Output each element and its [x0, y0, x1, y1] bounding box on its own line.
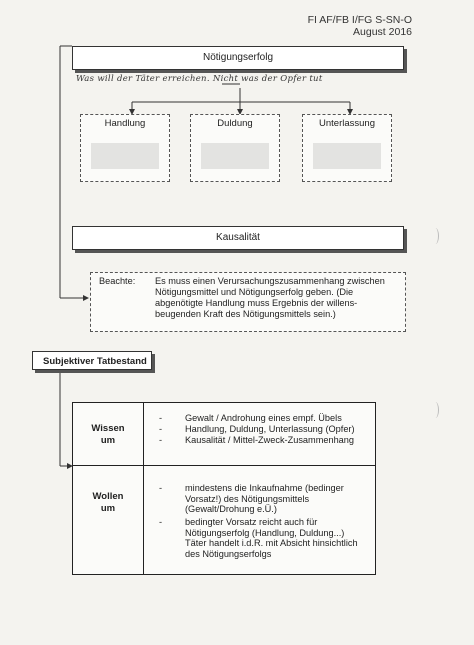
list-item: Kausalität / Mittel-Zweck-Zusammenhang: [185, 435, 355, 445]
header-date: August 2016: [353, 26, 412, 38]
punch-hole-mark: [432, 402, 439, 418]
list-item: [185, 517, 358, 559]
redacted-area: [201, 143, 269, 169]
bullet-dash: -: [159, 435, 163, 445]
list-item: [185, 483, 344, 515]
list-item-line: des Nötigungserfolgs: [185, 548, 272, 559]
list-item-line: Vorsatz!) des Nötigungsmittels: [185, 493, 310, 504]
note-line: abgenötigte Handlung muss Ergebnis der willens-: [155, 298, 358, 308]
row-label-line: Wollen: [92, 491, 124, 502]
subjektiv-table: [72, 402, 376, 575]
kausalitaet-title: Kausalität: [216, 232, 260, 243]
subbox-duldung: [190, 114, 280, 182]
bullet-dash: -: [159, 483, 163, 493]
redacted-area: [91, 143, 159, 169]
subbox-label: Duldung: [217, 118, 253, 129]
subbox-label: Handlung: [104, 118, 146, 129]
row-label-wissen: [73, 423, 143, 447]
table-row-divider: [73, 465, 375, 466]
note-label: Beachte:: [99, 276, 136, 286]
noetigungserfolg-title: Nötigungserfolg: [202, 52, 274, 63]
subbox-unterlassung: [302, 114, 392, 182]
subjektiver-tatbestand-box: [32, 351, 152, 370]
note-line: Nötigungsmittel und Nötigungserfolg geben. (Die: [155, 287, 354, 297]
list-item-line: Nötigungserfolg (Handlung, Duldung...): [185, 527, 345, 538]
redacted-area: [313, 143, 381, 169]
noetigungserfolg-box: [72, 46, 404, 70]
row-label-line: Wissen: [91, 423, 125, 434]
header-reference: FI AF/FB I/FG S-SN-O: [307, 14, 412, 26]
subbox-handlung: [80, 114, 170, 182]
list-item-line: mindestens die Inkaufnahme (bedinger: [185, 483, 344, 493]
kausalitaet-box: [72, 226, 404, 250]
note-line: beugenden Kraft des Nötigungsmittels sein.): [155, 309, 336, 319]
list-item-line: bedingter Vorsatz reicht auch für: [185, 517, 318, 527]
list-item-line: (Gewalt/Drohung e.Ü.): [185, 504, 277, 514]
subbox-label: Unterlassung: [319, 118, 375, 129]
list-item: Handlung, Duldung, Unterlassung (Opfer): [185, 424, 355, 434]
note-box: [90, 272, 406, 332]
subjektiver-tatbestand-title: Subjektiver Tatbestand: [43, 356, 147, 367]
note-text: [155, 276, 399, 320]
list-item: Gewalt / Androhung eines empf. Übels: [185, 413, 342, 423]
bullet-dash: -: [159, 517, 163, 527]
list-item-line: Täter handelt i.d.R. mit Absicht hinsichtlich: [185, 538, 358, 548]
bullet-dash: -: [159, 424, 163, 434]
note-line: Es muss einen Verursachungszusammenhang zwischen: [155, 276, 385, 286]
row-label-line: um: [100, 503, 116, 514]
row-label-wollen: [73, 491, 143, 515]
punch-hole-mark: [432, 228, 439, 244]
row-label-line: um: [100, 435, 116, 446]
bullet-dash: -: [159, 413, 163, 423]
handwritten-note: Was will der Täter erreichen. Nicht was der Opfer tut: [76, 74, 323, 84]
